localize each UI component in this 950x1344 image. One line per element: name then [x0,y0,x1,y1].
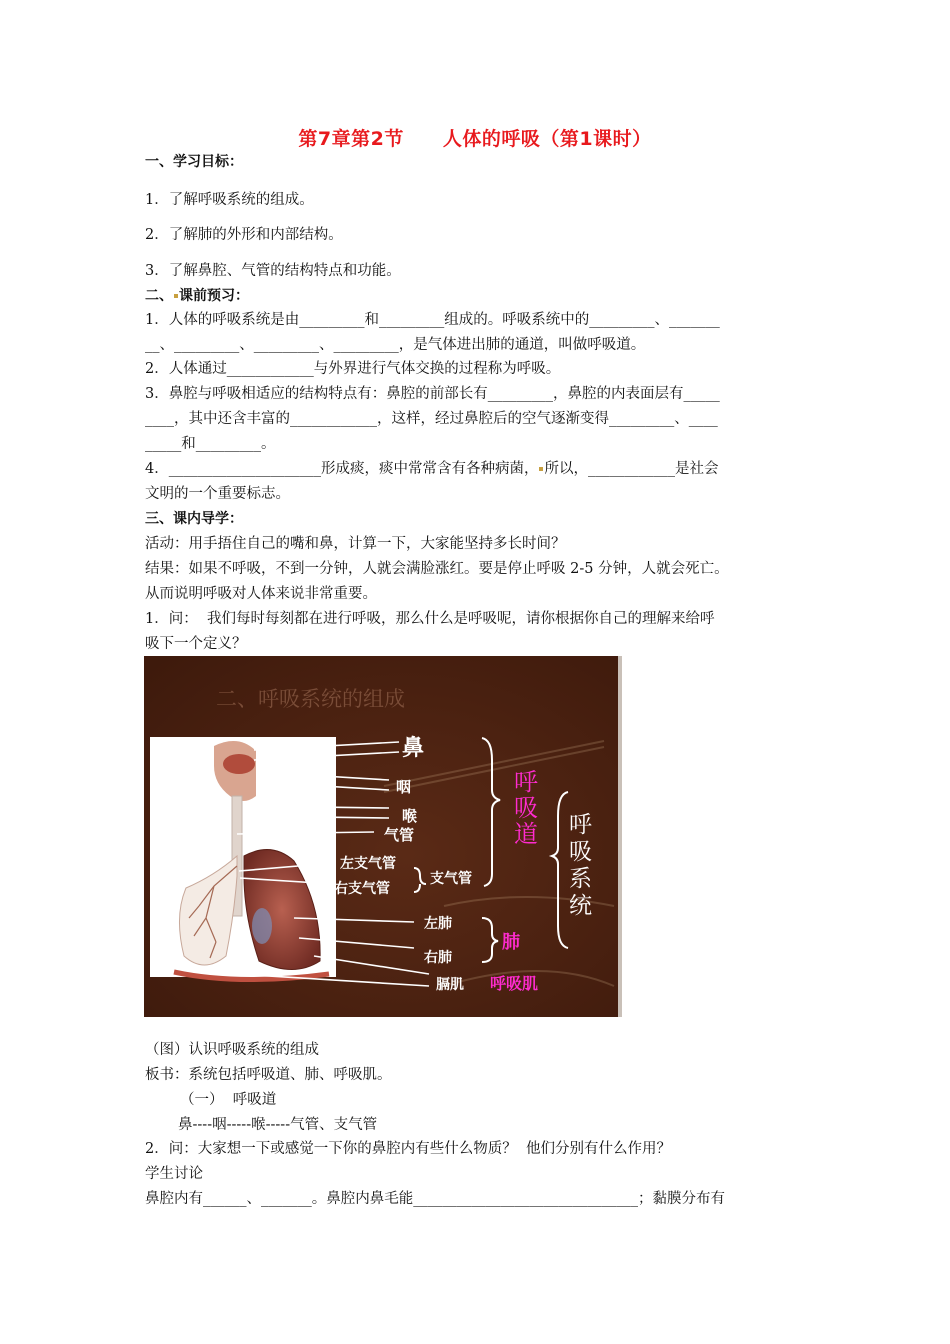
preview-line: _____和_________。 [145,436,276,452]
question-2: 2．问：大家想一下或感觉一下你的鼻腔内有些什么物质？ 他们分别有什么作用？ [145,1141,671,1157]
bullet-mark [539,467,543,471]
section-1-heading: 一、学习目标： [145,154,243,170]
guide-line: 结果：如果不呼吸，不到一分钟，人就会满脸涨红。要是停止呼吸 2-5 分钟，人就会死亡。 [145,561,729,577]
objective-item: 1．了解呼吸系统的组成。 [145,192,314,208]
group-system-char: 吸 [569,839,592,865]
label-pharynx: 咽 [396,778,412,796]
section-2-number: 二、 [145,288,173,304]
figure-caption: （图）认识呼吸系统的组成 [145,1042,319,1058]
preview-line: ____，其中还含丰富的____________，这样，经过鼻腔后的空气逐渐变得_________、____ [145,411,718,427]
preview-line: 文明的一个重要标志。 [145,486,290,502]
page-title: 第7章第2节 人体的呼吸（第1课时） [298,128,652,150]
guide-line: 从而说明呼吸对人体来说非常重要。 [145,586,377,602]
board-note: 板书：系统包括呼吸道、肺、呼吸肌。 [145,1067,392,1083]
group-system-char: 系 [569,866,592,892]
section-2-label: 课前预习： [179,288,249,304]
group-airway-char: 吸 [514,794,538,822]
preview-line-part: 所以，____________是社会 [544,461,719,477]
guide-line: 吸下一个定义？ [145,636,247,652]
preview-line-part: 4．_____________________形成痰，痰中常常含有各种病菌， [145,461,539,477]
label-diaphragm: 膈肌 [436,977,464,993]
preview-line: 1．人体的呼吸系统是由_________和_________组成的。呼吸系统中的_________、_______ [145,312,720,328]
label-right-lung: 右肺 [424,950,452,966]
slide-border [618,656,622,1017]
guide-line: 1．问： 我们每时每刻都在进行呼吸，那么什么是呼吸呢，请你根据你自己的理解来给呼 [145,611,715,627]
figure-heading: 二、呼吸系统的组成 [216,687,405,711]
group-system-char: 统 [569,893,592,919]
label-larynx: 喉 [402,807,418,825]
bullet-mark [174,294,178,298]
group-muscle: 呼吸肌 [490,974,539,993]
group-airway-char: 呼 [514,768,538,796]
nasal-cavity-line: 鼻腔内有______、_______。鼻腔内鼻毛能_______________________________；黏膜分布有 [145,1191,725,1207]
label-right-bronchus: 右支气管 [334,881,390,897]
section-2-heading [145,286,249,306]
group-airway-char: 道 [514,820,538,848]
preview-line [145,459,718,479]
label-nose: 鼻 [402,736,425,761]
respiratory-system-diagram [144,656,622,1017]
discussion-label: 学生讨论 [145,1166,203,1182]
preview-line: 3．鼻腔与呼吸相适应的结构特点有：鼻腔的前部长有_________，鼻腔的内表面层有_____ [145,386,720,402]
preview-line: __、_________、_________、_________，是气体进出肺的通道，叫做呼吸道。 [145,337,646,353]
airway-sequence: 鼻----咽-----喉-----气管、支气管 [178,1117,378,1133]
section-3-heading: 三、课内导学： [145,511,243,527]
group-system-char: 呼 [569,812,592,838]
respiratory-system-figure [144,656,622,1017]
label-left-bronchus: 左支气管 [340,856,396,872]
guide-line: 活动：用手捂住自己的嘴和鼻，计算一下，大家能坚持多长时间？ [145,536,566,552]
subheading-airway: （一） 呼吸道 [180,1092,277,1108]
label-bronchus: 支气管 [430,871,472,887]
preview-line: 2．人体通过____________与外界进行气体交换的过程称为呼吸。 [145,361,561,377]
group-lung: 肺 [502,932,520,953]
objective-item: 2．了解肺的外形和内部结构。 [145,227,343,243]
label-trachea: 气管 [384,826,415,844]
label-left-lung: 左肺 [424,916,452,932]
objective-item: 3．了解鼻腔、气管的结构特点和功能。 [145,263,401,279]
system-label [569,812,592,919]
